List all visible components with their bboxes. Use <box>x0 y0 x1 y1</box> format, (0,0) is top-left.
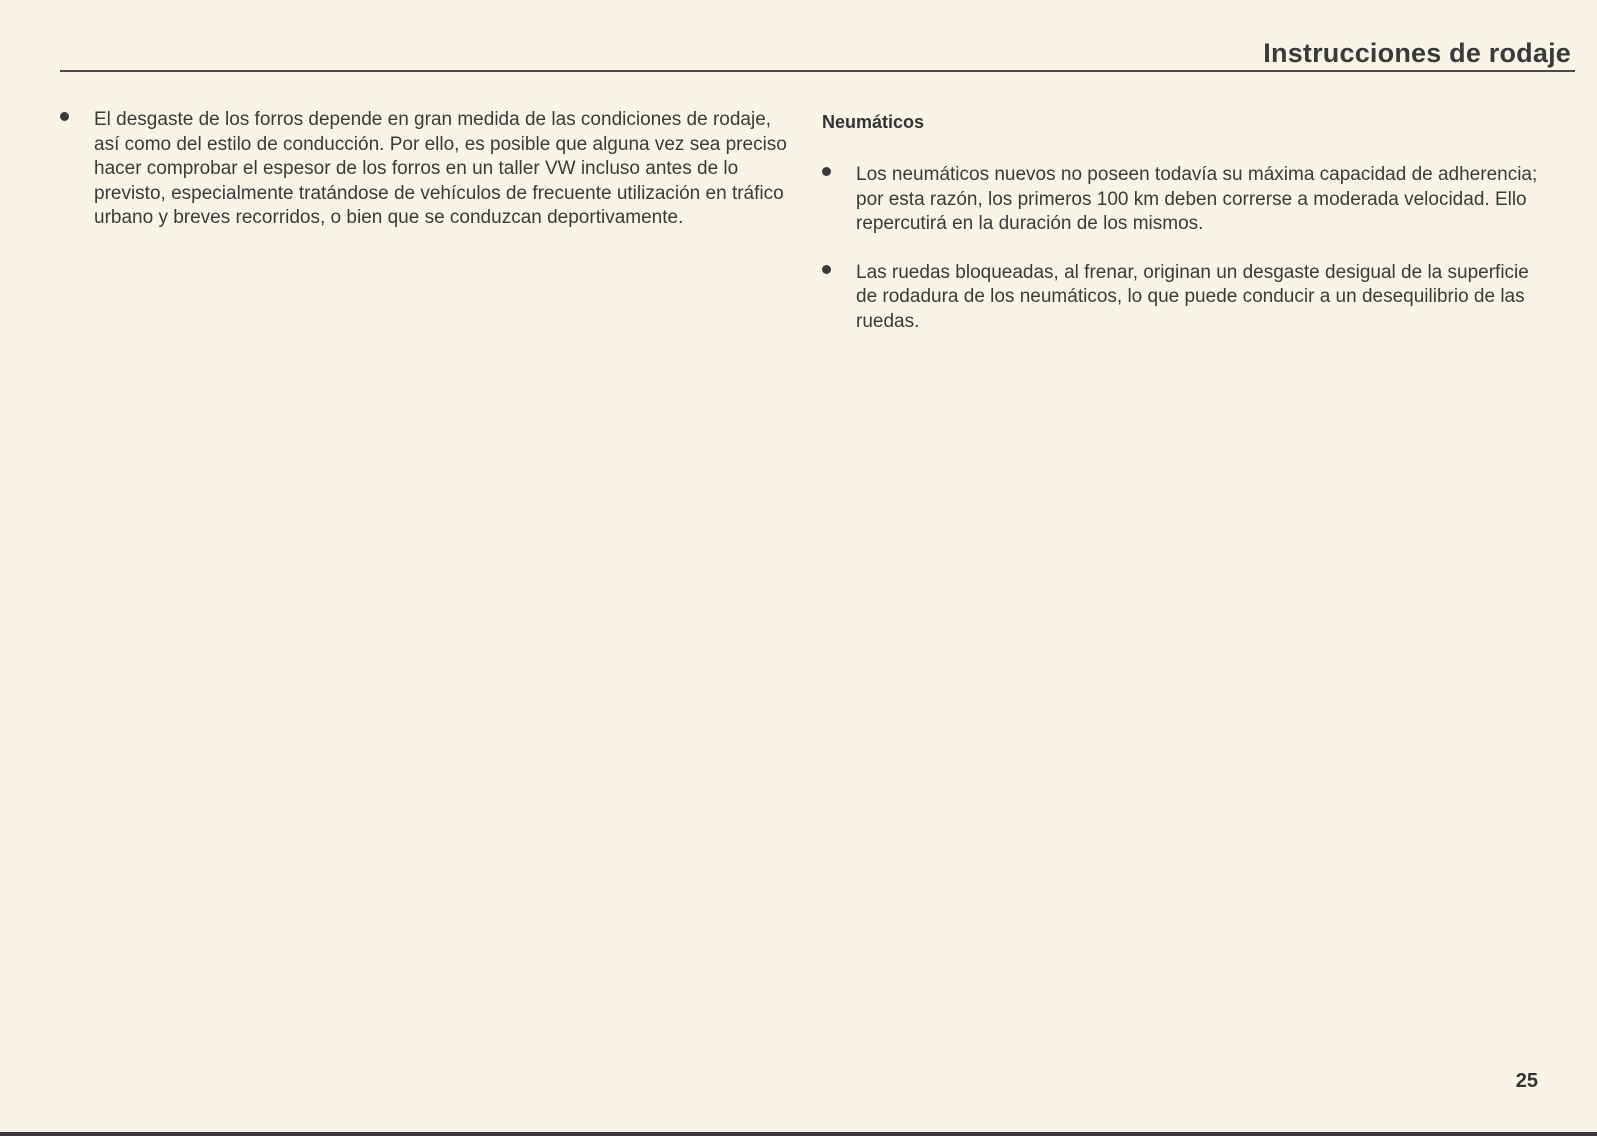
header-divider <box>60 70 1575 72</box>
bullet-icon <box>822 167 831 176</box>
bullet-text: Las ruedas bloqueadas, al frenar, originan un desgaste desigual de la superficie de rodadura de los neumáticos, lo que puede conducir a un desequilibrio de las ruedas. <box>856 261 1529 332</box>
section-heading-tires: Neumáticos <box>822 112 925 132</box>
bullet-icon <box>822 265 831 274</box>
bullet-icon <box>60 112 69 121</box>
right-column <box>822 108 1542 358</box>
left-column <box>60 108 800 255</box>
page-bottom-edge <box>0 1132 1597 1136</box>
bullet-text: Los neumáticos nuevos no poseen todavía su máxima capacidad de adherencia; por esta razón, los primeros 100 km deben correrse a moderada velocidad. Ello repercutirá en la duración de los mismos. <box>856 164 1538 234</box>
bullet-item-brake-linings <box>60 108 800 231</box>
page-number: 25 <box>1515 1070 1538 1092</box>
bullet-item-new-tires <box>822 163 1542 237</box>
page-header-title: Instrucciones de rodaje <box>1263 38 1571 68</box>
bullet-text: El desgaste de los forros depende en gran medida de las condiciones de rodaje, así como del estilo de conducción. Por ello, es posible que alguna vez sea preciso hacer comprobar el espesor de los forros en un taller VW incluso antes de lo previsto, especialmente tratándose de vehículos de frecuente utilización en tráfico urbano y breves recorridos, o bien que se conduzcan deportivamente. <box>94 109 787 228</box>
bullet-item-locked-wheels <box>822 261 1542 335</box>
